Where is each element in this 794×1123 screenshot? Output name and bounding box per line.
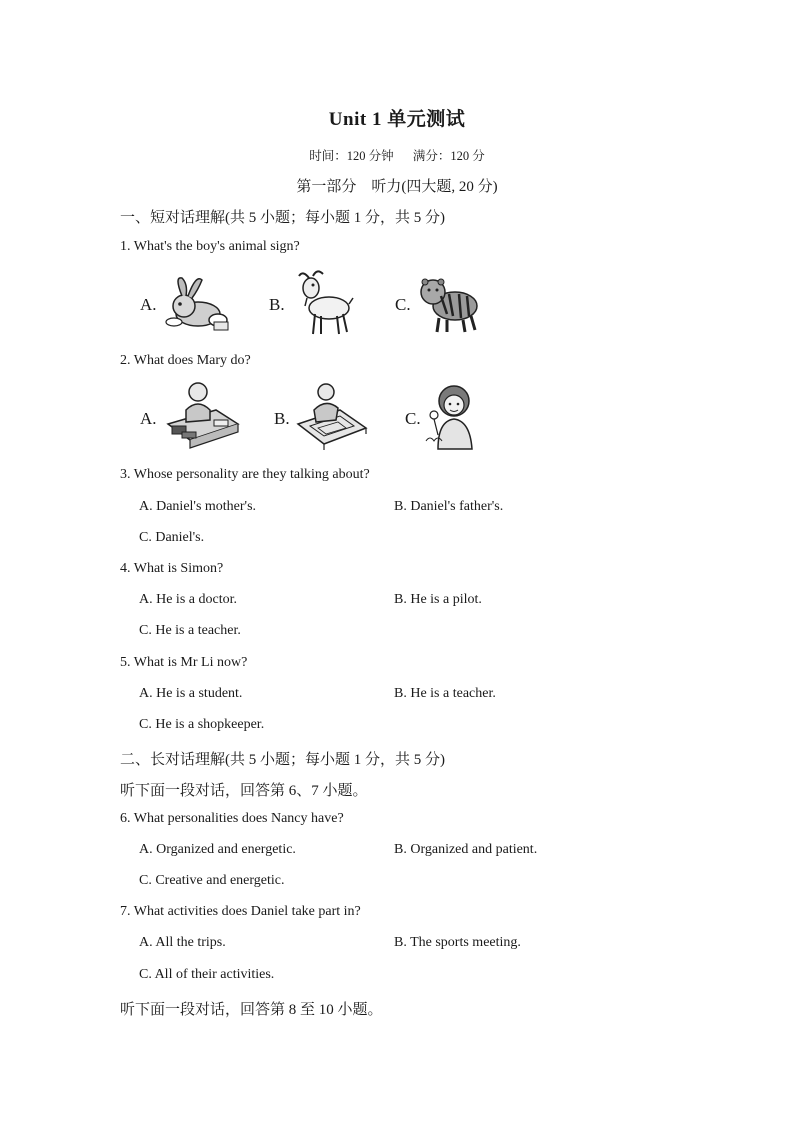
question-2: 2. What does Mary do?: [120, 353, 251, 368]
question-3: 3. Whose personality are they talking about?: [120, 467, 370, 482]
tiger-icon: [417, 274, 481, 334]
page-title: Unit 1 单元测试: [328, 109, 466, 130]
time-limit: 时间：120 分钟: [309, 149, 394, 163]
q5-option-c: C. He is a shopkeeper.: [139, 717, 265, 732]
q6-option-a: A. Organized and energetic.: [139, 842, 296, 857]
question-7: 7. What activities does Daniel take part in?: [120, 904, 361, 919]
q4-option-c: C. He is a teacher.: [139, 623, 241, 638]
goat-icon: [295, 270, 355, 338]
q7-option-c: C. All of their activities.: [139, 967, 275, 982]
section2-instruction-2: 听下面一段对话，回答第 8 至 10 小题。: [120, 1002, 383, 1018]
architect-at-drawing-board-icon: [296, 380, 368, 450]
person-at-desk-icon: [164, 380, 240, 450]
q1-option-b-label: B.: [269, 295, 285, 314]
part-heading: 第一部分 听力(四大题, 20 分): [296, 179, 498, 195]
q5-option-a: A. He is a student.: [139, 686, 243, 701]
q4-option-a: A. He is a doctor.: [139, 592, 237, 607]
q5-option-b: B. He is a teacher.: [394, 686, 496, 701]
q1-option-a-label: A.: [140, 295, 157, 314]
full-score: 满分：120 分: [412, 149, 485, 163]
exam-meta: [0, 146, 794, 164]
section2-heading: 二、长对话理解(共 5 小题；每小题 1 分，共 5 分): [120, 752, 445, 768]
q2-option-a-label: A.: [140, 409, 157, 428]
woman-with-flower-icon: [424, 383, 478, 453]
q7-option-a: A. All the trips.: [139, 935, 226, 950]
q2-option-b-label: B.: [274, 409, 290, 428]
rabbit-icon: [162, 274, 232, 334]
q3-option-b: B. Daniel's father's.: [394, 499, 504, 514]
q4-option-b: B. He is a pilot.: [394, 592, 482, 607]
question-5: 5. What is Mr Li now?: [120, 655, 248, 670]
q3-option-a: A. Daniel's mother's.: [139, 499, 257, 514]
q1-option-c-label: C.: [395, 295, 411, 314]
q6-option-c: C. Creative and energetic.: [139, 873, 285, 888]
q7-option-b: B. The sports meeting.: [394, 935, 521, 950]
q6-option-b: B. Organized and patient.: [394, 842, 538, 857]
q3-option-c: C. Daniel's.: [139, 530, 205, 545]
question-6: 6. What personalities does Nancy have?: [120, 811, 344, 826]
q2-option-c-label: C.: [405, 409, 421, 428]
section2-instruction-1: 听下面一段对话，回答第 6、7 小题。: [120, 783, 368, 799]
question-1: 1. What's the boy's animal sign?: [120, 239, 300, 254]
question-4: 4. What is Simon?: [120, 561, 224, 576]
section1-heading: 一、短对话理解(共 5 小题；每小题 1 分，共 5 分): [120, 210, 445, 226]
